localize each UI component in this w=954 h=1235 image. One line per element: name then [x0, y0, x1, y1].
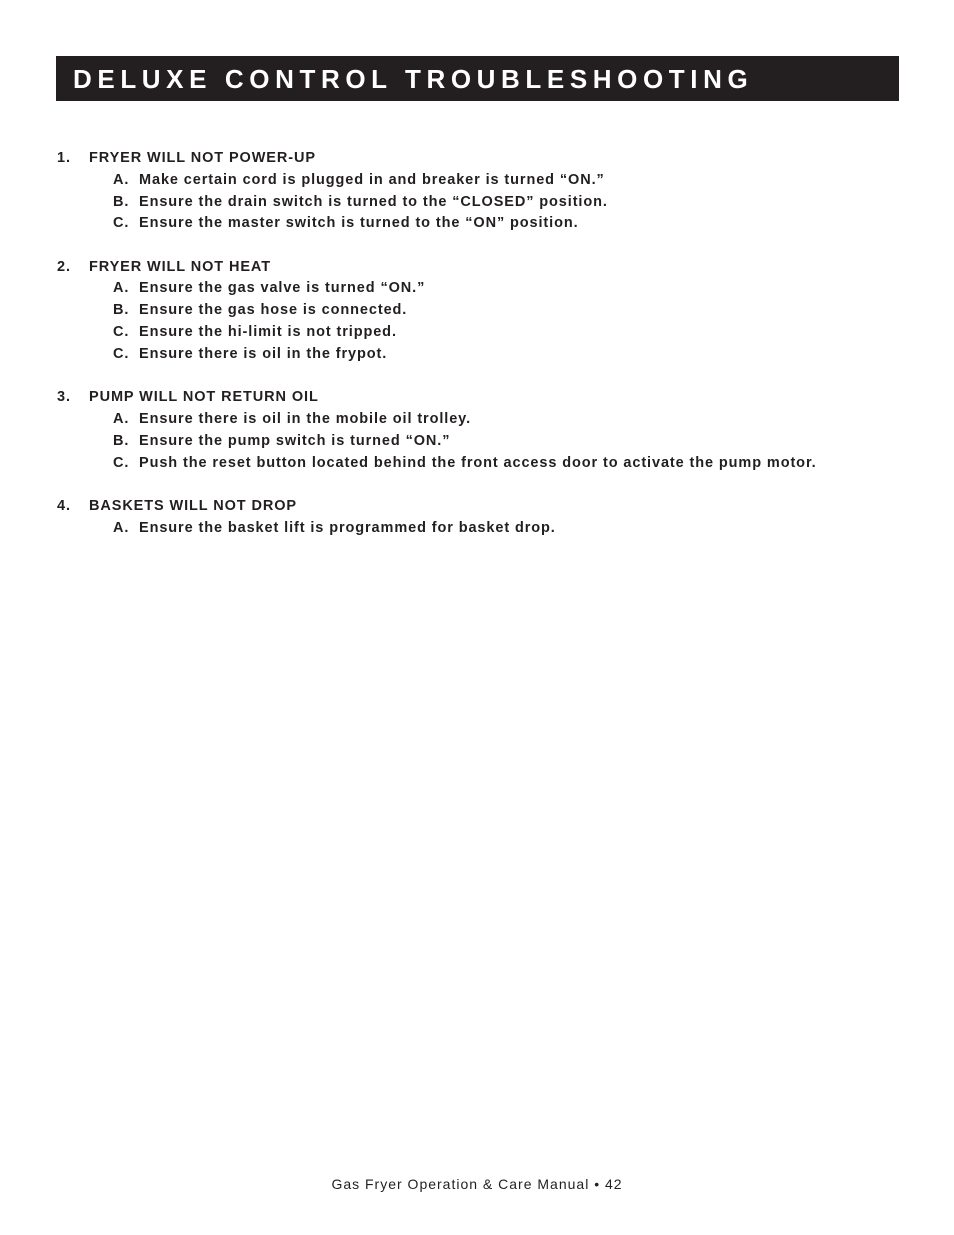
- list-item: [113, 170, 887, 192]
- list-item: [113, 431, 887, 453]
- item-text: Ensure the basket lift is programmed for basket drop.: [139, 519, 556, 536]
- section-title-bar: [56, 56, 899, 101]
- section-heading: [57, 387, 887, 409]
- section-heading-text: PUMP WILL NOT RETURN OIL: [89, 389, 319, 406]
- section-heading-text: BASKETS WILL NOT DROP: [89, 497, 297, 514]
- troubleshooting-section: [57, 257, 887, 366]
- list-item: [113, 322, 887, 344]
- troubleshooting-section: [57, 148, 887, 235]
- section-number: 2.: [57, 258, 71, 275]
- item-letter: C.: [113, 215, 130, 232]
- list-item: [113, 453, 887, 475]
- item-text: Push the reset button located behind the front access door to activate the pump motor.: [139, 454, 817, 471]
- section-heading: [57, 496, 887, 518]
- list-item: [113, 300, 887, 322]
- section-number: 1.: [57, 150, 71, 166]
- troubleshooting-list: [57, 148, 887, 561]
- section-heading: [57, 257, 887, 279]
- list-item: [113, 344, 887, 366]
- troubleshooting-section: [57, 496, 887, 540]
- item-text: Ensure there is oil in the frypot.: [139, 345, 388, 362]
- section-number: 3.: [57, 389, 71, 406]
- item-text: Ensure the gas valve is turned “ON.”: [139, 280, 426, 297]
- item-text: Ensure there is oil in the mobile oil trolley.: [139, 410, 471, 427]
- item-text: Ensure the drain switch is turned to the “CLOSED” position.: [139, 193, 608, 210]
- section-heading: [57, 148, 887, 170]
- item-text: Ensure the pump switch is turned “ON.”: [139, 432, 451, 449]
- item-letter: B.: [113, 193, 130, 210]
- item-letter: B.: [113, 302, 130, 319]
- item-letter: A.: [113, 280, 130, 297]
- item-letter: C.: [113, 324, 130, 341]
- item-text: Ensure the gas hose is connected.: [139, 302, 408, 319]
- item-letter: C.: [113, 454, 130, 471]
- item-letter: A.: [113, 519, 130, 536]
- section-number: 4.: [57, 497, 71, 514]
- list-item: [113, 213, 887, 235]
- item-letter: B.: [113, 432, 130, 449]
- section-heading-text: FRYER WILL NOT HEAT: [89, 258, 271, 275]
- list-item: [113, 192, 887, 214]
- item-text: Ensure the hi-limit is not tripped.: [139, 324, 397, 341]
- item-text: Ensure the master switch is turned to the “ON” position.: [139, 215, 579, 232]
- section-heading-text: FRYER WILL NOT POWER-UP: [89, 150, 316, 166]
- troubleshooting-section: [57, 387, 887, 474]
- item-text: Make certain cord is plugged in and breaker is turned “ON.”: [139, 171, 605, 188]
- list-item: [113, 409, 887, 431]
- item-letter: A.: [113, 410, 130, 427]
- item-letter: C.: [113, 345, 130, 362]
- item-letter: A.: [113, 171, 130, 188]
- page-footer: Gas Fryer Operation & Care Manual • 42: [331, 1176, 623, 1192]
- page-title: DELUXE CONTROL TROUBLESHOOTING: [73, 64, 754, 94]
- list-item: [113, 518, 887, 540]
- list-item: [113, 278, 887, 300]
